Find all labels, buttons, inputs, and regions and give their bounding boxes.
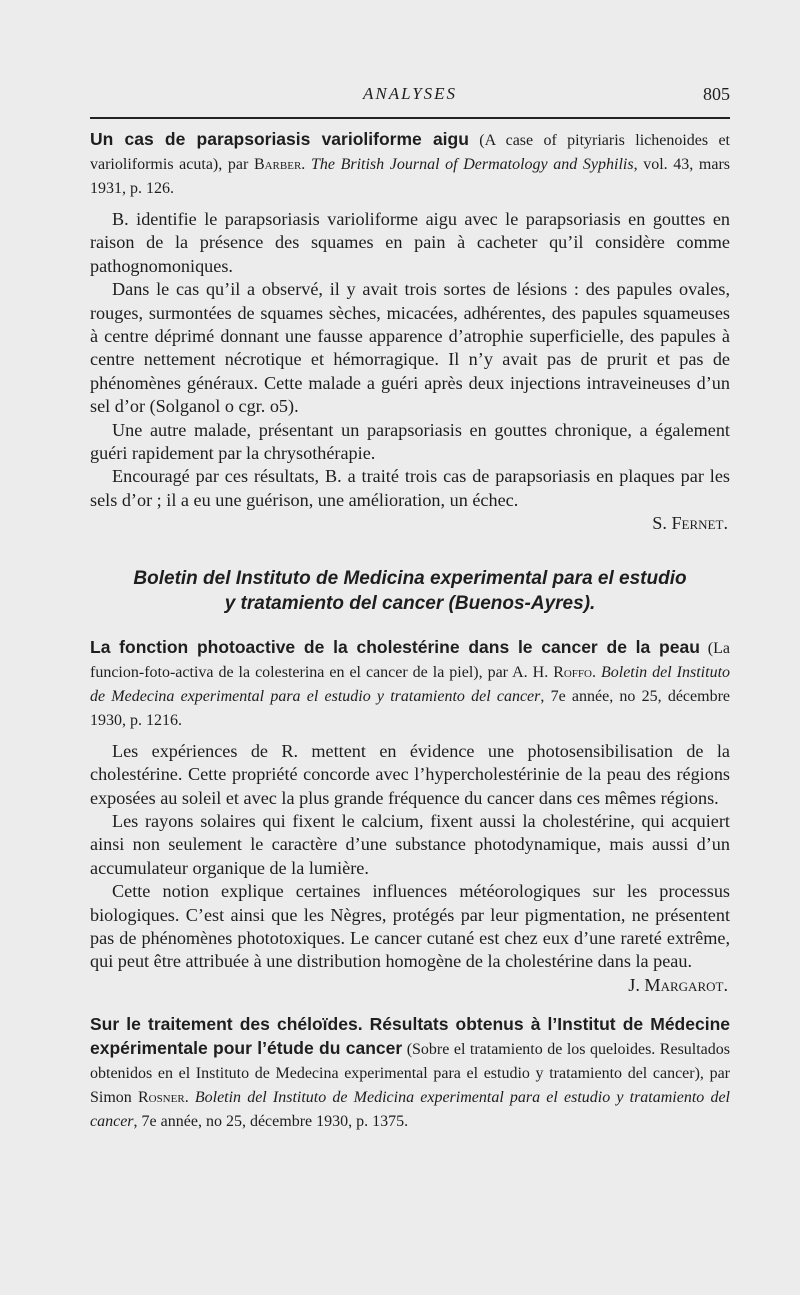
article-1-paragraph: Dans le cas qu’il a observé, il y avait trois sortes de lésions : des papules ovales, rouges, surmontées de squames sèches, micacées, adhérentes, des papules squameuses à centre déprimé donnant une fausse apparence d’atrophie superficielle, des papules à centre nettement nécrotique et hémorragique. Il n’y avait pas de prurit et pas de phénomènes généraux. Cette malade a guéri après deux injections intraveineuses d’un sel d’or (Solganol o cgr. o5). xyxy=(90,279,730,417)
journal-heading-line-2: y tratamiento del cancer (Buenos-Ayres). xyxy=(224,592,596,614)
article-3-ref-tail: , 7e année, no 25, décembre 1930, p. 1375. xyxy=(133,1112,409,1130)
article-3-reference: (Sobre el tratamiento de los queloides. Resultados obtenidos en el Instituto de Medecina experimental para el estudio y tratamiento del cancer), par Simon xyxy=(90,1040,731,1106)
running-title: ANALYSES xyxy=(362,84,458,103)
page-number: 805 xyxy=(703,84,730,104)
journal-heading-line-1: Boletin del Instituto de Medicina experimental para el estudio xyxy=(133,567,687,589)
article-2-paragraph: Cette notion explique certaines influences météorologiques sur les processus biologiques. C’est ainsi que les Nègres, protégés par leur pigmentation, ne présentent pas de phénomènes phototoxiques. Le cancer cutané est chez eux d’une rareté extrême, qui peut être attribuée à une distribution homogène de la cholestérine dans la peau. xyxy=(90,881,730,972)
article-1-title: Un cas de parapsoriasis varioliforme aigu xyxy=(90,129,469,149)
article-1-ref-tail: , vol. 43, mars 1931, p. 126. xyxy=(90,156,731,197)
running-header xyxy=(90,84,730,108)
article-2-signature: J. Margarot. xyxy=(628,974,728,995)
article-1-signature: S. Fernet. xyxy=(652,513,728,534)
article-1-author: Barber xyxy=(253,156,302,173)
article-2-title: La fonction photoactive de la cholestérine dans le cancer de la peau xyxy=(90,636,700,657)
article-2-reference: (La funcion-foto-activa de la colesterina en el cancer de la piel), par A. H. xyxy=(90,639,730,681)
article-3-journal: Boletin del Instituto de Medicina experimental para el estudio y tratamiento del cancer xyxy=(90,1088,730,1130)
article-2-heading: La fonction photoactive de la cholestérine dans le cancer de la peau (La funcion-foto-activa de la colesterina en el cancer de la piel), par A. H. Roffo. Boletin del Instituto de Medecina experimental para el estudio y tratamiento del cancer, 7e année, no 25, décembre 1930, p. 1216. xyxy=(90,636,731,729)
article-1-reference: (A case of pityriaris lichenoides et varioliformis acuta), par xyxy=(90,132,730,173)
article-1-paragraph: Encouragé par ces résultats, B. a traité trois cas de parapsoriasis en plaques par les sels d’or ; il a eu une guérison, une amélioration, un échec. xyxy=(90,466,730,510)
article-2-journal: Boletin del Instituto de Medecina experimental para el estudio y tratamiento del cancer xyxy=(90,663,731,705)
article-1-paragraph: B. identifie le parapsoriasis varioliforme aigu avec le parapsoriasis en gouttes en raison de la présence des squames en pain à cacheter qu’il considère comme pathognomoniques. xyxy=(90,209,730,276)
article-3-heading: Sur le traitement des chéloïdes. Résultats obtenus à l’Institut de Médecine expérimentale pour l’étude du cancer (Sobre el tratamiento de los queloides. Resultados obtenidos en el Instituto de Medecina experimental para el estudio y tratamiento del cancer), par Simon Rosner. Boletin del Instituto de Medicina experimental para el estudio y tratamiento del cancer, 7e année, no 25, décembre 1930, p. 1375. xyxy=(90,1014,731,1130)
journal-heading xyxy=(90,566,730,616)
article-1-heading: Un cas de parapsoriasis varioliforme aigu (A case of pityriaris lichenoides et varioliformis acuta), par Barber. The British Journal of Dermatology and Syphilis, vol. 43, mars 1931, p. 126. xyxy=(90,129,731,197)
header-rule xyxy=(90,117,730,119)
article-2-paragraph: Les rayons solaires qui fixent le calcium, fixent aussi la cholestérine, qui acquiert ainsi non seulement le caractère d’une substance photodynamique, mais aussi d’un accumulateur organique de la lumière. xyxy=(90,810,730,878)
article-1-journal: The British Journal of Dermatology and Syphilis xyxy=(310,156,634,173)
article-3-author: Rosner xyxy=(137,1088,185,1106)
article-3-title: Sur le traitement des chéloïdes. Résultats obtenus à l’Institut de Médecine expérimentale pour l’étude du cancer xyxy=(90,1014,730,1058)
article-1-paragraph: Une autre malade, présentant un parapsoriasis en gouttes chronique, a également guéri rapidement par la chrysothérapie. xyxy=(90,419,730,464)
page-body xyxy=(90,128,730,1133)
article-2-paragraph: Les expériences de R. mettent en évidence une photosensibilisation de la cholestérine. Cette propriété concorde avec l’hypercholestérinie de la peau des régions exposées au soleil et avec la plus grande fréquence du cancer dans ces mêmes régions. xyxy=(90,740,730,808)
article-2-ref-tail: , 7e année, no 25, décembre 1930, p. 1216. xyxy=(90,687,730,729)
article-2-author: Roffo xyxy=(553,663,592,681)
